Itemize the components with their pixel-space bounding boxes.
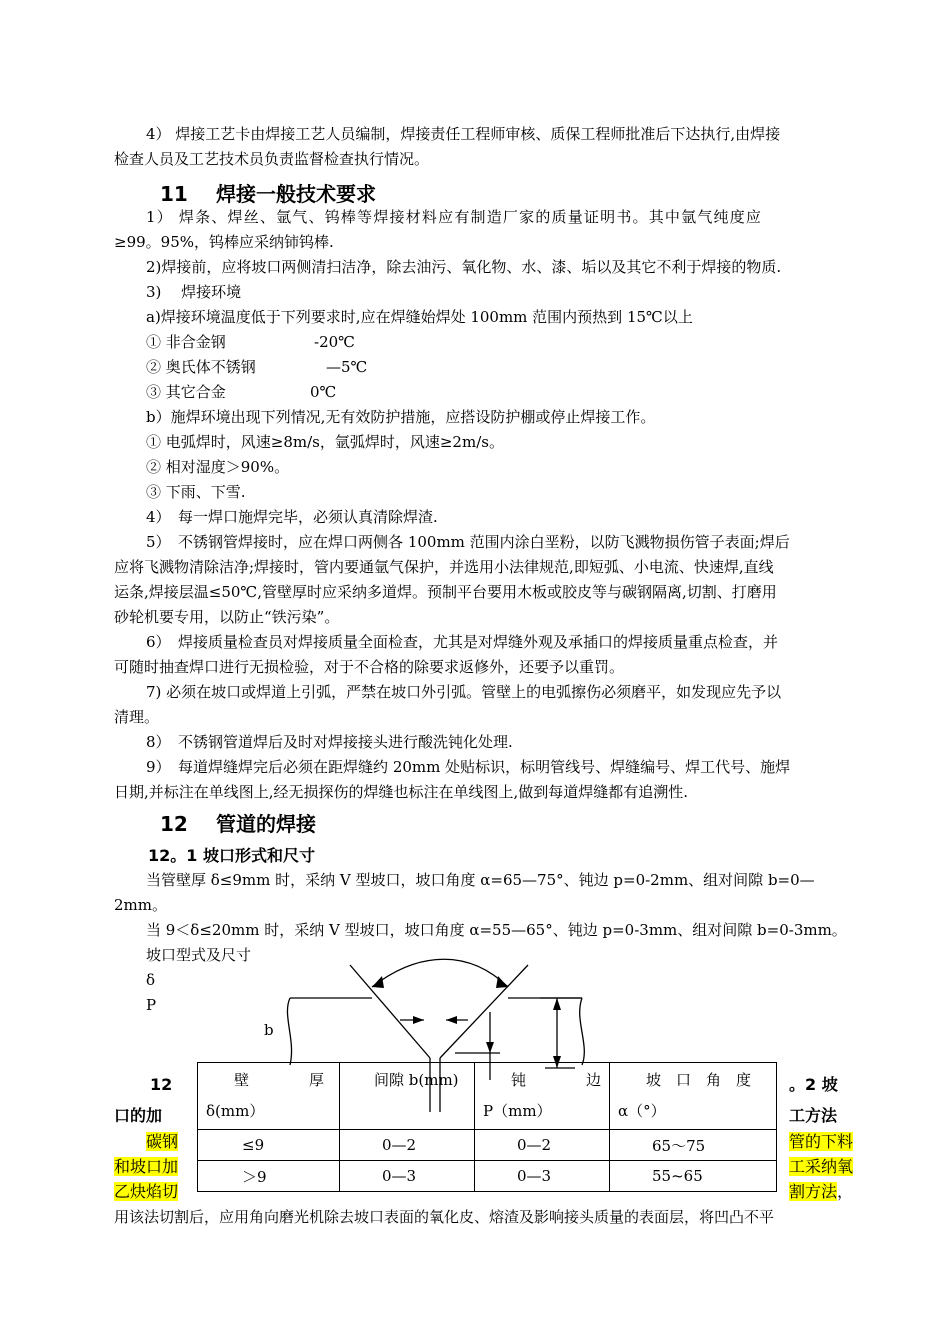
table-header-gap: 间隙 b(mm) — [340, 1063, 475, 1130]
groove-rule-2: 当 9＜δ≤20mm 时，采纳 V 型坡口，坡口角度 α=55—65°、钝边 p=0-3mm、组对间隙 b=0-3mm。 — [146, 921, 847, 939]
temp-value-3: 0℃ — [310, 383, 337, 401]
subsection-12-1-heading: 12。1 坡口形式和尺寸 — [148, 846, 315, 865]
highlight-left-4: 和坡口加 — [114, 1157, 179, 1176]
table-cell: 0—3 — [340, 1161, 475, 1192]
side-right-2: 工方法 — [789, 1106, 838, 1125]
side-left-5 — [114, 1177, 178, 1207]
req-1-line1: 1） 焊条、焊丝、氩气、钨棒等焊接材料应有制造厂家的质量证明书。其中氩气纯度应 — [146, 208, 763, 226]
table-cell: ≤9 — [198, 1130, 340, 1161]
req-7-line1: 7) 必须在坡口或焊道上引弧，严禁在坡口外引弧。管壁上的电弧擦伤必须磨平，如发现应先予以 — [146, 683, 782, 701]
section-11-title: 焊接一般技术要求 — [216, 182, 376, 206]
req-5-line1: 5） 不锈钢管焊接时，应在焊口两侧各 100mm 范围内涂白垩粉，以防飞溅物损伤管子表面;焊后 — [146, 533, 790, 551]
side-left-1: 12 — [150, 1075, 173, 1094]
req-3b: b）施焊环境出现下列情况,无有效防护措施，应搭设防护棚或停止焊接工作。 — [146, 408, 656, 426]
req-8: 8） 不锈钢管道焊后及时对焊接接头进行酸洗钝化处理. — [146, 733, 513, 751]
table-row — [198, 1161, 777, 1192]
figure-caption: 坡口型式及尺寸 — [146, 946, 252, 964]
highlight-right-3: 管的下料 — [789, 1132, 854, 1151]
groove-rule-1-line2: 2mm。 — [114, 896, 167, 914]
req-3a: a)焊接环境温度低于下列要求时,应在焊缝始焊处 100mm 范围内预热到 15℃以上 — [146, 308, 693, 326]
table-header-blunt-edge: 钝 边 P（mm） — [475, 1063, 610, 1130]
table-cell: 0—2 — [475, 1130, 610, 1161]
side-right-5-tail: ， — [837, 1182, 854, 1201]
groove-spec-table — [197, 1062, 777, 1192]
table-cell: 55~65 — [610, 1161, 777, 1192]
req-5-line4: 砂轮机要专用，以防止“铁污染”。 — [114, 608, 340, 626]
temp-value-1: -20℃ — [314, 333, 355, 351]
temp-label-3: ③ 其它合金 — [146, 383, 226, 401]
last-line: 用该法切割后，应用角向磨光机除去坡口表面的氧化皮、熔渣及影响接头质量的表面层，将凹凸不平 — [114, 1208, 775, 1226]
req-5-line3: 运条,焊接层温≤50℃,管壁厚时应采纳多道焊。预制平台要用木板或胶皮等与碳钢隔离,切割、打磨用 — [114, 583, 777, 601]
req-5-line2: 应将飞溅物清除洁净;焊接时，管内要通氩气保护，并选用小法律规范,即短弧、小电流、快速焊,直线 — [114, 558, 774, 576]
cond-3: ③ 下雨、下雪. — [146, 483, 246, 501]
side-left-2: 口的加 — [114, 1106, 163, 1125]
side-right-1: 。2 坡 — [789, 1075, 838, 1094]
req-9-line1: 9） 每道焊缝焊完后必须在距焊缝约 20mm 处贴标识，标明管线号、焊缝编号、焊工代号、施焊 — [146, 758, 791, 776]
section-11-number: 11 — [160, 182, 188, 206]
req-2: 2)焊接前，应将坡口两侧清扫洁净，除去油污、氧化物、水、漆、垢以及其它不利于焊接的物质. — [146, 258, 782, 276]
highlight-left-3: 碳钢 — [146, 1132, 179, 1151]
req-1-line2: ≥99。95%，钨棒应采纳铈钨棒. — [114, 233, 334, 251]
req-3: 3) 焊接环境 — [146, 283, 242, 301]
figure-label-delta: δ — [146, 971, 156, 989]
temp-label-2: ② 奥氏体不锈钢 — [146, 358, 256, 376]
cond-2: ② 相对湿度＞90%。 — [146, 458, 290, 476]
table-cell: 0—2 — [340, 1130, 475, 1161]
cond-1: ① 电弧焊时，风速≥8m/s，氩弧焊时，风速≥2m/s。 — [146, 433, 504, 451]
paragraph-4-line2: 检查人员及工艺技术员负责监督检查执行情况。 — [114, 150, 430, 168]
req-4: 4） 每一焊口施焊完毕，必须认真清除焊渣. — [146, 508, 438, 526]
paragraph-4-line1: 4） 焊接工艺卡由焊接工艺人员编制，焊接责任工程师审核、质保工程师批准后下达执行,由焊接 — [146, 125, 781, 143]
table-header-row — [198, 1063, 777, 1130]
table-header-thickness: 壁 厚 δ(mm） — [198, 1063, 340, 1130]
req-7-line2: 清理。 — [114, 708, 160, 726]
table-cell: ＞9 — [198, 1161, 340, 1192]
table-header-angle: 坡 口 角 度 α（°） — [610, 1063, 777, 1130]
side-right-5 — [789, 1177, 853, 1207]
req-9-line2: 日期,并标注在单线图上,经无损探伤的焊缝也标注在单线图上,做到每道焊缝都有追溯性. — [114, 783, 689, 801]
section-12-number: 12 — [160, 812, 188, 836]
figure-label-b: b — [264, 1021, 274, 1039]
highlight-right-5: 割方法 — [789, 1182, 838, 1201]
temp-value-2: —5℃ — [326, 358, 368, 376]
table-cell: 65～75 — [610, 1130, 777, 1161]
table-cell: 0—3 — [475, 1161, 610, 1192]
temp-label-1: ① 非合金钢 — [146, 333, 226, 351]
section-12-title: 管道的焊接 — [216, 812, 316, 836]
highlight-left-5: 乙炔焰切 — [114, 1182, 179, 1201]
req-6-line1: 6） 焊接质量检查员对焊接质量全面检查，尤其是对焊缝外观及承插口的焊接质量重点检查，并 — [146, 633, 779, 651]
table-row — [198, 1130, 777, 1161]
req-6-line2: 可随时抽查焊口进行无损检验，对于不合格的除要求返修外，还要予以重罚。 — [114, 658, 625, 676]
figure-label-p: P — [146, 996, 157, 1014]
groove-rule-1-line1: 当管壁厚 δ≤9mm 时，采纳 V 型坡口，坡口角度 α=65—75°、钝边 p=0-2mm、组对间隙 b=0— — [146, 871, 815, 889]
highlight-right-4: 工采纳氧 — [789, 1157, 854, 1176]
